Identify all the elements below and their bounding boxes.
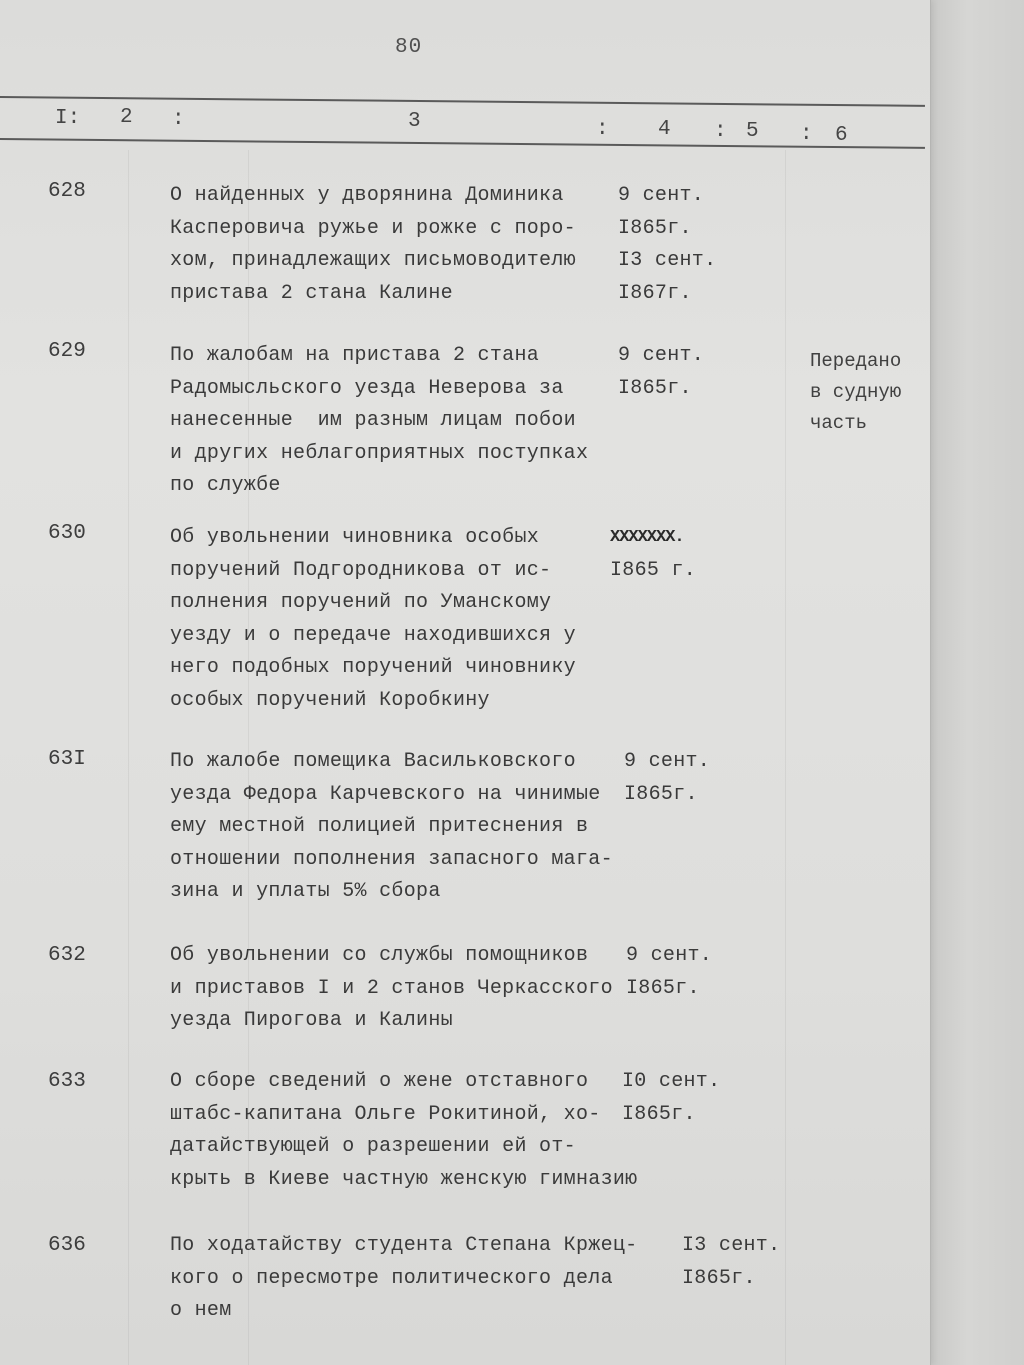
- entry-number: 628: [48, 180, 86, 203]
- header-col-1: I:: [55, 107, 81, 130]
- entry-dates: 9 сент. I865г.: [626, 944, 713, 1000]
- entry-description: Об увольнении чиновника особых поручений Подгородникова от ис- полнения поручений по Уманскому уезду и о передаче находившихся у него подобных поручений чиновнику особых поручений Коробкину: [170, 526, 576, 712]
- entry-description: По жалобам на пристава 2 стана Радомысльского уезда Неверова за нанесенные им разным лицам побои и других неблагоприятных поступках по службе: [170, 344, 589, 497]
- entry-number: 636: [48, 1234, 86, 1257]
- entry-description: По жалобе помещика Васильковского уезда Федора Карчевского на чинимые ему местной полицией притеснения в отношении пополнения запасного мага- зина и уплаты 5% сбора: [170, 750, 613, 903]
- entry-description: О найденных у дворянина Доминика Касперовича ружье и рожке с поро- хом, принадлежащих письмоводителю пристава 2 стана Калине: [170, 184, 576, 305]
- entry-description: По ходатайству студента Степана Кржец- кого о пересмотре политического дела о нем: [170, 1234, 638, 1322]
- entry-number: 632: [48, 944, 86, 967]
- entry-number: 63I: [48, 748, 86, 771]
- entry-note: Передано в судную часть: [810, 350, 902, 434]
- column-guide: [128, 150, 129, 1365]
- entry-description: О сборе сведений о жене отставного штабс-капитана Ольге Рокитиной, хо- датайствующей о разрешении ей от- крыть в Киеве частную женскую гимназию: [170, 1070, 638, 1191]
- header-col-5: 5: [746, 120, 759, 143]
- entry-dates: XXXXXXX. I865 г.: [610, 522, 696, 587]
- entry-dates: 9 сент. I865г.: [618, 344, 705, 400]
- struck-out-date: XXXXXXX.: [610, 528, 684, 547]
- page-number: 80: [395, 36, 423, 59]
- entry-dates: I3 сент. I865г.: [682, 1234, 781, 1290]
- entry-dates: 9 сент. I865г. I3 сент. I867г.: [618, 184, 717, 305]
- entry-number: 630: [48, 522, 86, 545]
- header-rule-bottom: [0, 138, 925, 149]
- header-col-2: 2: [120, 106, 133, 129]
- header-separator: :: [714, 120, 727, 143]
- entry-dates: I0 сент. I865г.: [622, 1070, 721, 1126]
- header-col-6: 6: [835, 124, 848, 147]
- header-separator: :: [172, 108, 185, 131]
- header-col-4: 4: [658, 118, 671, 141]
- header-separator: :: [800, 123, 813, 146]
- background-surface: [930, 0, 1024, 1365]
- entry-number: 633: [48, 1070, 86, 1093]
- column-guide: [785, 150, 786, 1365]
- header-separator: :: [596, 118, 609, 141]
- entry-description: Об увольнении со службы помощников и приставов I и 2 станов Черкасского уезда Пирогова и Калины: [170, 944, 613, 1032]
- entry-dates: 9 сент. I865г.: [624, 750, 711, 806]
- header-col-3: 3: [408, 110, 421, 133]
- header-rule-top: [0, 96, 925, 107]
- entry-number: 629: [48, 340, 86, 363]
